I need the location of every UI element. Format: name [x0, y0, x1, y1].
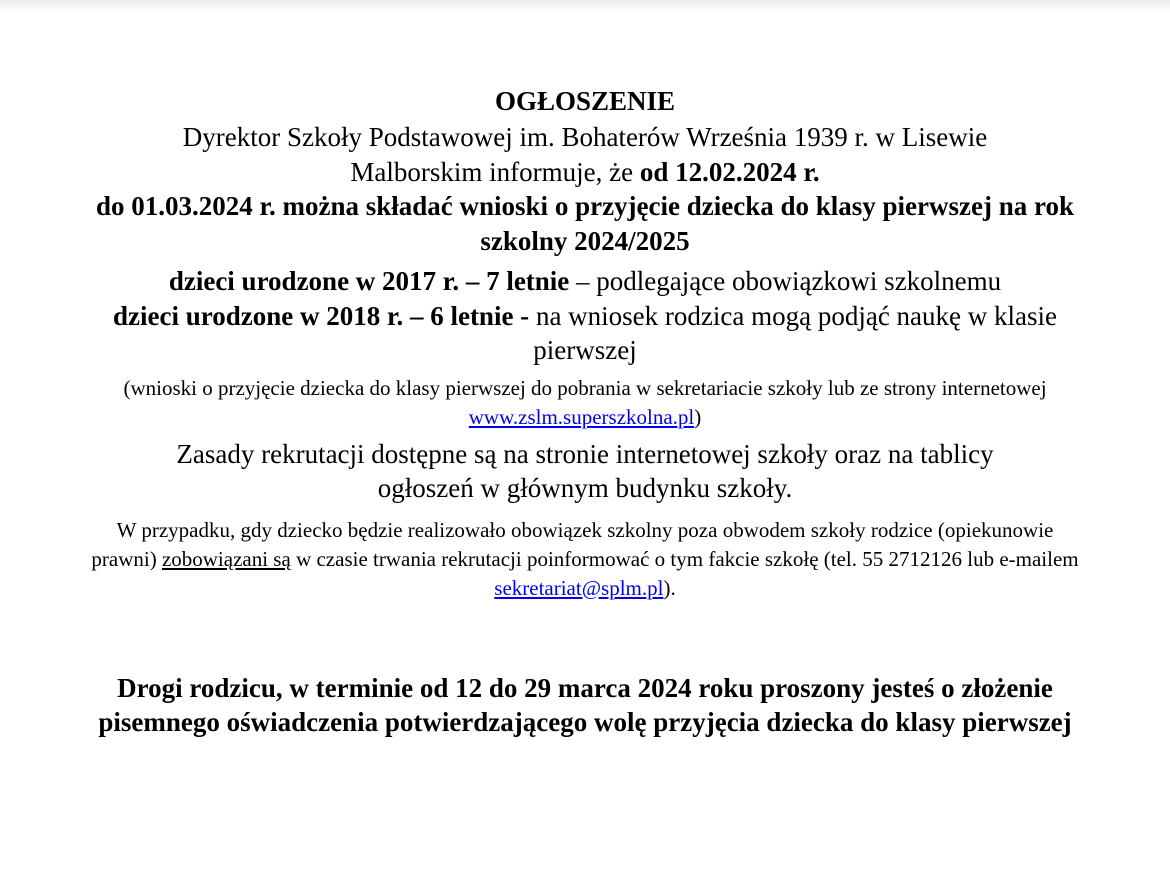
forms-note-close: ) — [694, 404, 702, 429]
email-link[interactable]: sekretariat@splm.pl — [494, 575, 664, 600]
children-2017-text: – podlegające obowiązkowi szkolnemu — [569, 266, 1002, 296]
top-shadow — [0, 0, 1170, 12]
parent-notice: Drogi rodzicu, w terminie od 12 do 29 marca 2024 roku proszony jesteś o złożenie pisemnego oświadczenia potwierdzającego wolę przyjęcia dziecka do klasy pierwszej — [98, 672, 1072, 737]
outside-district-text2: w czasie trwania rekrutacji poinformować o tym fakcie szkołę (tel. 55 2712126 lub e-mailem — [290, 546, 1079, 571]
school-website-link[interactable]: www.zslm.superszkolna.pl — [468, 404, 695, 429]
forms-note — [85, 374, 1085, 432]
outside-district-paragraph — [85, 516, 1085, 603]
announcement-document — [85, 80, 1085, 740]
application-period — [85, 189, 1085, 258]
children-2018-label: dzieci urodzone w 2018 r. – 6 letnie - — [112, 300, 530, 331]
children-2017-label: dzieci urodzone w 2017 r. – 7 letnie — [168, 266, 570, 296]
outside-district-text1: W przypadku, gdy dziecko będzie realizowało obowiązek szkolny poza obwodem szkoły rodzice (opiekunowie prawni) — [91, 517, 1054, 571]
obligation-emphasis: zobowiązani są — [161, 546, 291, 571]
forms-note-text: (wnioski o przyjęcie dziecka do klasy pierwszej do pobrania w sekretariacie szkoły lub ze strony internetowej — [123, 375, 1047, 400]
children-2017 — [85, 264, 1085, 299]
outside-district-text3: ). — [663, 575, 676, 600]
children-2018 — [85, 299, 1085, 368]
announcement-title: OGŁOSZENIE — [494, 86, 676, 116]
start-date: od 12.02.2024 r. — [639, 156, 820, 187]
intro-text: Dyrektor Szkoły Podstawowej im. Bohaterów Września 1939 r. w Lisewie Malborskim informuje, że — [182, 122, 988, 187]
application-period-text: do 01.03.2024 r. można składać wnioski o przyjęcie dziecka do klasy pierwszej na rok szkolny 2024/2025 — [95, 191, 1074, 256]
children-2018-text: na wniosek rodzica mogą podjąć naukę w klasie pierwszej — [529, 300, 1058, 365]
rules-paragraph: Zasady rekrutacji dostępne są na stronie internetowej szkoły oraz na tablicy ogłoszeń w głównym budynku szkoły. — [176, 438, 994, 503]
intro-paragraph — [85, 120, 1085, 189]
